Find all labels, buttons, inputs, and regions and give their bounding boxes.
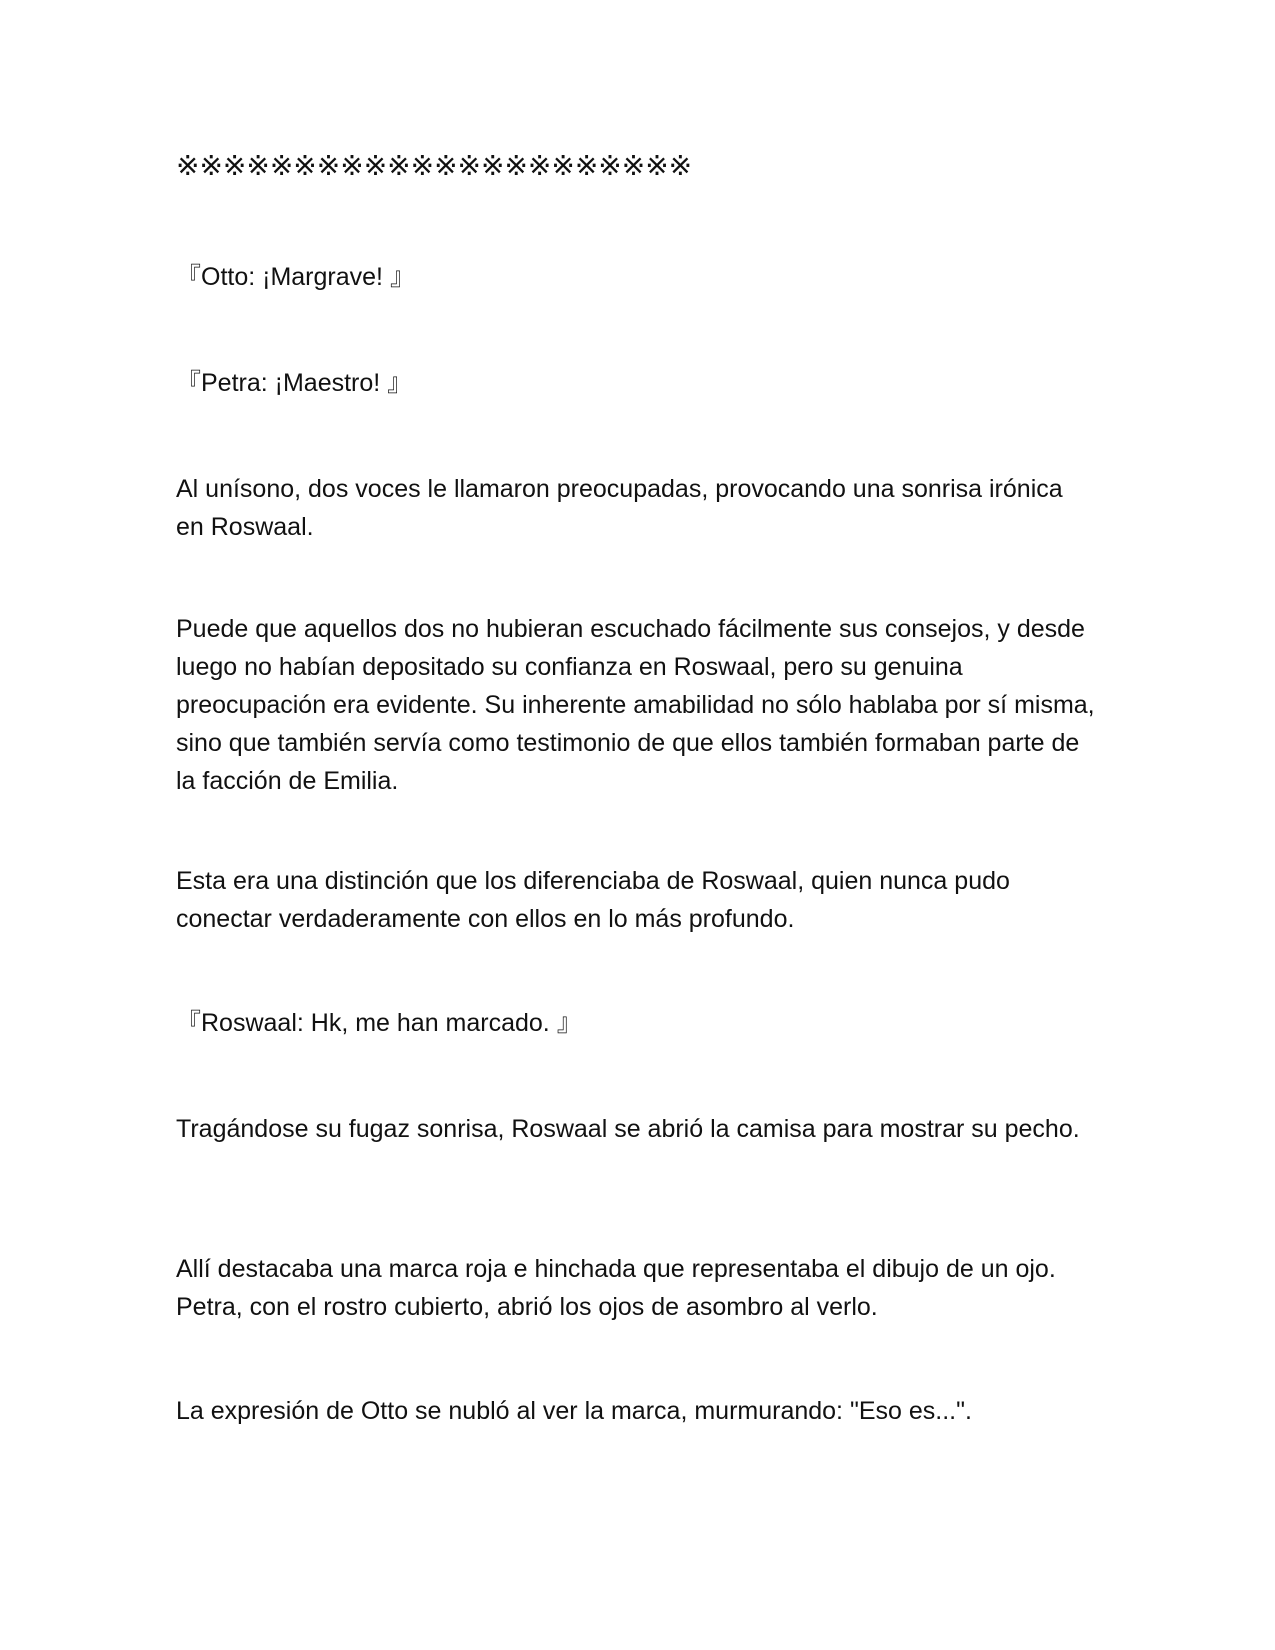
paragraph-concern: Puede que aquellos dos no hubieran escuchado fácilmente sus consejos, y desde luego no habían depositado su confianza en Roswaal, pero su genuina preocupación era evidente. Su inherente amabilidad no sólo hablaba por sí misma, sino que también servía como testimonio de que ellos también formaban parte de la facción de Emilia.	[176, 615, 1095, 795]
dialogue-roswaal: 『Roswaal: Hk, me han marcado. 』	[176, 1009, 582, 1037]
dialogue-otto: 『Otto: ¡Margrave! 』	[176, 263, 415, 291]
scene-separator: ※※※※※※※※※※※※※※※※※※※※※※	[176, 149, 693, 182]
dialogue-petra: 『Petra: ¡Maestro! 』	[176, 369, 413, 397]
paragraph-mark: Allí destacaba una marca roja e hinchada que representaba el dibujo de un ojo. Petra, con el rostro cubierto, abrió los ojos de asombro al verlo.	[176, 1255, 1056, 1321]
paragraph-otto-expression: La expresión de Otto se nubló al ver la marca, murmurando: "Eso es...".	[176, 1397, 972, 1425]
paragraph-unison: Al unísono, dos voces le llamaron preocupadas, provocando una sonrisa irónica en Roswaal.	[176, 475, 1063, 541]
paragraph-distinction: Esta era una distinción que los diferenciaba de Roswaal, quien nunca pudo conectar verdaderamente con ellos en lo más profundo.	[176, 867, 1010, 933]
paragraph-shirt: Tragándose su fugaz sonrisa, Roswaal se abrió la camisa para mostrar su pecho.	[176, 1115, 1080, 1143]
